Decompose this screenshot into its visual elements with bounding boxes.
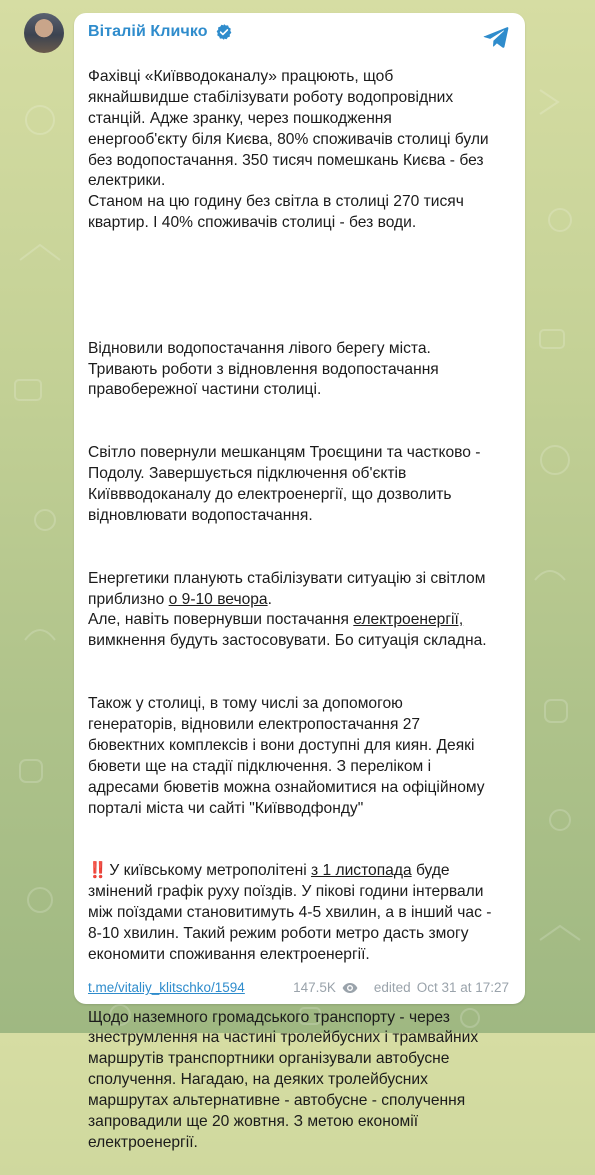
author-avatar[interactable]	[24, 13, 64, 53]
paragraph-pump-rooms: Також у столиці, в тому числі за допомогою генераторів, відновили електропостачання 27 бювектних комплексів і вони доступні для киян. Деякі бювети ще на стадії підключення. З переліком і адресами бюветів можна ознайомитися на офіційному порталі міста чи сайті "Київводфонду"	[88, 695, 485, 817]
paragraph-metro	[88, 861, 520, 966]
message-text	[88, 46, 520, 1175]
message-card	[74, 13, 525, 1152]
message-meta	[293, 980, 509, 995]
text-fragment: У київському метрополітені	[109, 862, 311, 880]
post-link[interactable]: t.me/vitaliy_klitschko/1594	[88, 980, 245, 995]
message-header	[88, 23, 233, 41]
views-count: 147.5K	[293, 980, 336, 995]
blank-gap	[88, 276, 520, 318]
edited-label: edited	[373, 980, 411, 995]
paragraph-troieshchyna: Світло повернули мешканцям Троєщини та частково - Подолу. Завершується підключення об'єктів Київвводоканалу до електроенергії, що дозволить відновлювати водопостачання.	[88, 444, 481, 524]
text-fragment: вимкнення будуть застосовувати. Бо ситуація складна.	[88, 632, 487, 650]
underlined-time: о 9-10 вечора	[168, 590, 268, 608]
underlined-date: з 1 листопада	[311, 862, 412, 880]
paragraph-ground-transport: Щодо наземного громадського транспорту - через знеструмлення на частині тролейбусних і трамвайних маршрутів транспортники організували автобусне сполучення. Нагадаю, на деяких тролейбусних маршрутах альтернативне - автобусне - сполучення запровадили ще 20 жовтня. З метою економії електроенергії.	[88, 1008, 479, 1152]
verified-badge-icon	[215, 23, 233, 41]
paragraph-left-bank: Відновили водопостачання лівого берегу міста. Тривають роботи з відновлення водопостачання правобережної частини столиці.	[88, 339, 439, 399]
author-name[interactable]: Віталій Кличко	[88, 23, 208, 40]
text-fragment: . Але, навіть повернувши постачання	[88, 590, 349, 629]
text-fragment: Енергетики планують стабілізувати ситуацію зі світлом приблизно	[88, 569, 486, 608]
paragraph-water-situation: Фахівці «Київводоканалу» працюють, щоб якнайшвидше стабілізувати роботу водопровідних станцій. Адже зранку, через пошкодження енергооб'єкту біля Києва, 80% споживачів столиці були без водопостачання. 350 тисяч помешкань Києва - без електрики. Станом на цю годину без світла в столиці 270 тисяч квартир. І 40% споживачів столиці - без води.	[88, 67, 489, 232]
text-fragment: буде змінений графік руху поїздів. У пікові години інтервали між поїздами становитимуть 4-5 хвилин, а в інший час - 8-10 хвилин. Такий режим роботи метро дасть змогу економити споживання електроенергії.	[88, 862, 492, 963]
paragraph-energy-plan	[88, 569, 520, 653]
eye-icon	[342, 982, 358, 994]
double-exclamation-icon: ‼️	[88, 862, 106, 880]
underlined-electricity: електроенергії,	[353, 611, 464, 629]
message-footer	[88, 980, 509, 998]
message-datetime: Oct 31 at 17:27	[416, 980, 509, 995]
